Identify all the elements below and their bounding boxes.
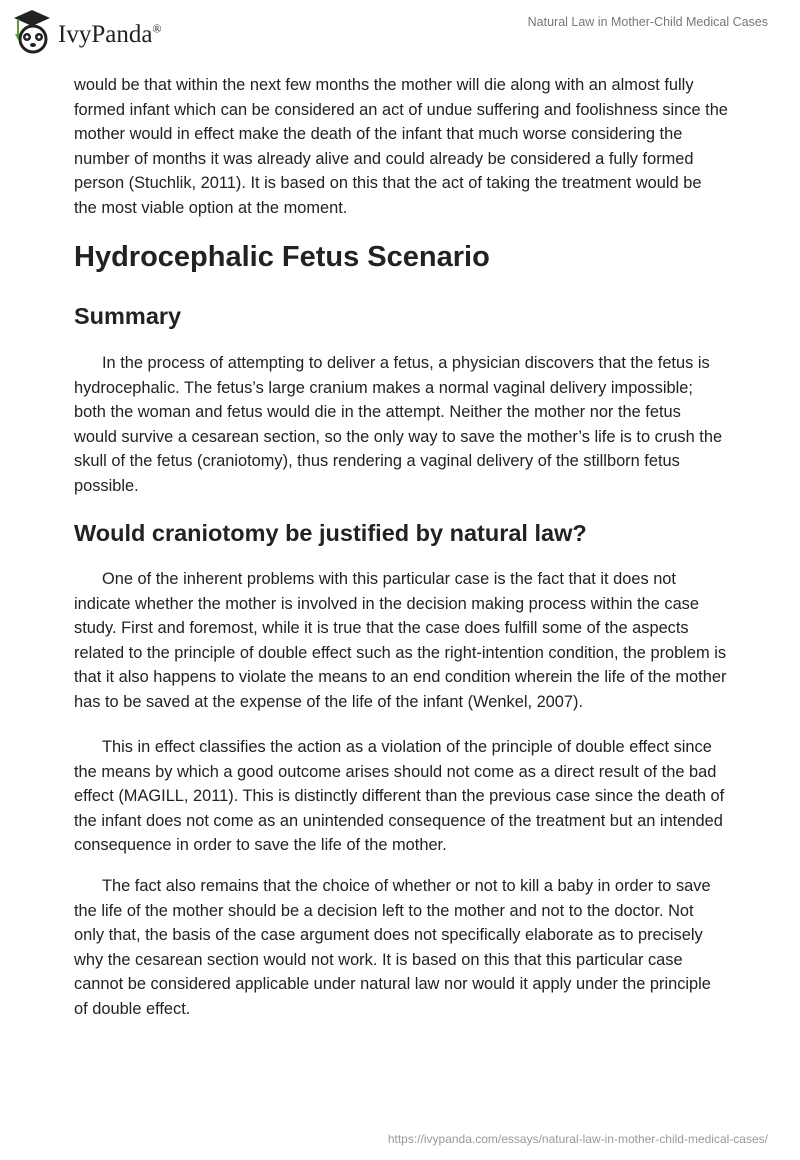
paragraph-continued xyxy=(74,73,728,221)
source-url[interactable]: https://ivypanda.com/essays/natural-law-in-mother-child-medical-cases/ xyxy=(387,1132,768,1146)
paragraph-text: would be that within the next few months the mother will die along with an almost fully formed infant which can be considered an act of undue suffering and foolishness since the mother would in effect make the death of the infant that much worse considering the number of months it was already alive and could already be considered a fully formed person (Stuchlik, 2011). It is based on this that the act of taking the treatment would be the most viable option at the moment. xyxy=(74,76,728,217)
panda-graduate-icon xyxy=(12,8,52,54)
summary-paragraph: In the process of attempting to deliver a fetus, a physician discovers that the fetus is hydrocephalic. The fetus’s large cranium makes a normal vaginal delivery impossible; both the woman and fetus would die in the attempt. Neither the mother nor the fetus would survive a cesarean section, so the only way to save the mother’s life is to crush the skull of the fetus (craniotomy), thus rendering a vaginal delivery of the stillborn fetus possible. xyxy=(74,354,723,495)
ivypanda-logo[interactable] xyxy=(12,8,162,54)
body-paragraph: One of the inherent problems with this particular case is the fact that it does not indicate whether the mother is involved in the decision making process within the case study. First and foremost, while it is true that the case does fulfill some of the aspects related to the principle of double effect such as the right-intention condition, the problem is that it also happens to violate the means to an end condition wherein the life of the mother has to be saved at the expense of the life of the infant (Wenkel, 2007). xyxy=(74,570,727,711)
question-heading: Would craniotomy be justified by natural law? xyxy=(74,520,587,546)
section-heading: Hydrocephalic Fetus Scenario xyxy=(74,241,490,273)
registered-mark: ® xyxy=(152,21,162,36)
summary-heading: Summary xyxy=(74,303,182,329)
document-title: Natural Law in Mother-Child Medical Cases xyxy=(527,15,768,29)
logo-text: IvyPanda xyxy=(58,21,153,48)
body-paragraph: This in effect classifies the action as a violation of the principle of double effect since the means by which a good outcome arises should not come as a direct result of the bad effect (MAGILL, 2011). This is distinctly different than the previous case since the death of the infant does not come as an unintended consequence of the treatment but an intended consequence in order to save the life of the mother. xyxy=(74,738,725,855)
body-paragraph: The fact also remains that the choice of whether or not to kill a baby in order to save the life of the mother should be a decision left to the mother and not to the doctor. Not only that, the basis of the case argument does not specifically elaborate as to precisely why the cesarean section would not work. It is based on this that this particular case cannot be considered applicable under natural law nor would it apply under the principle of double effect. xyxy=(74,877,711,1018)
